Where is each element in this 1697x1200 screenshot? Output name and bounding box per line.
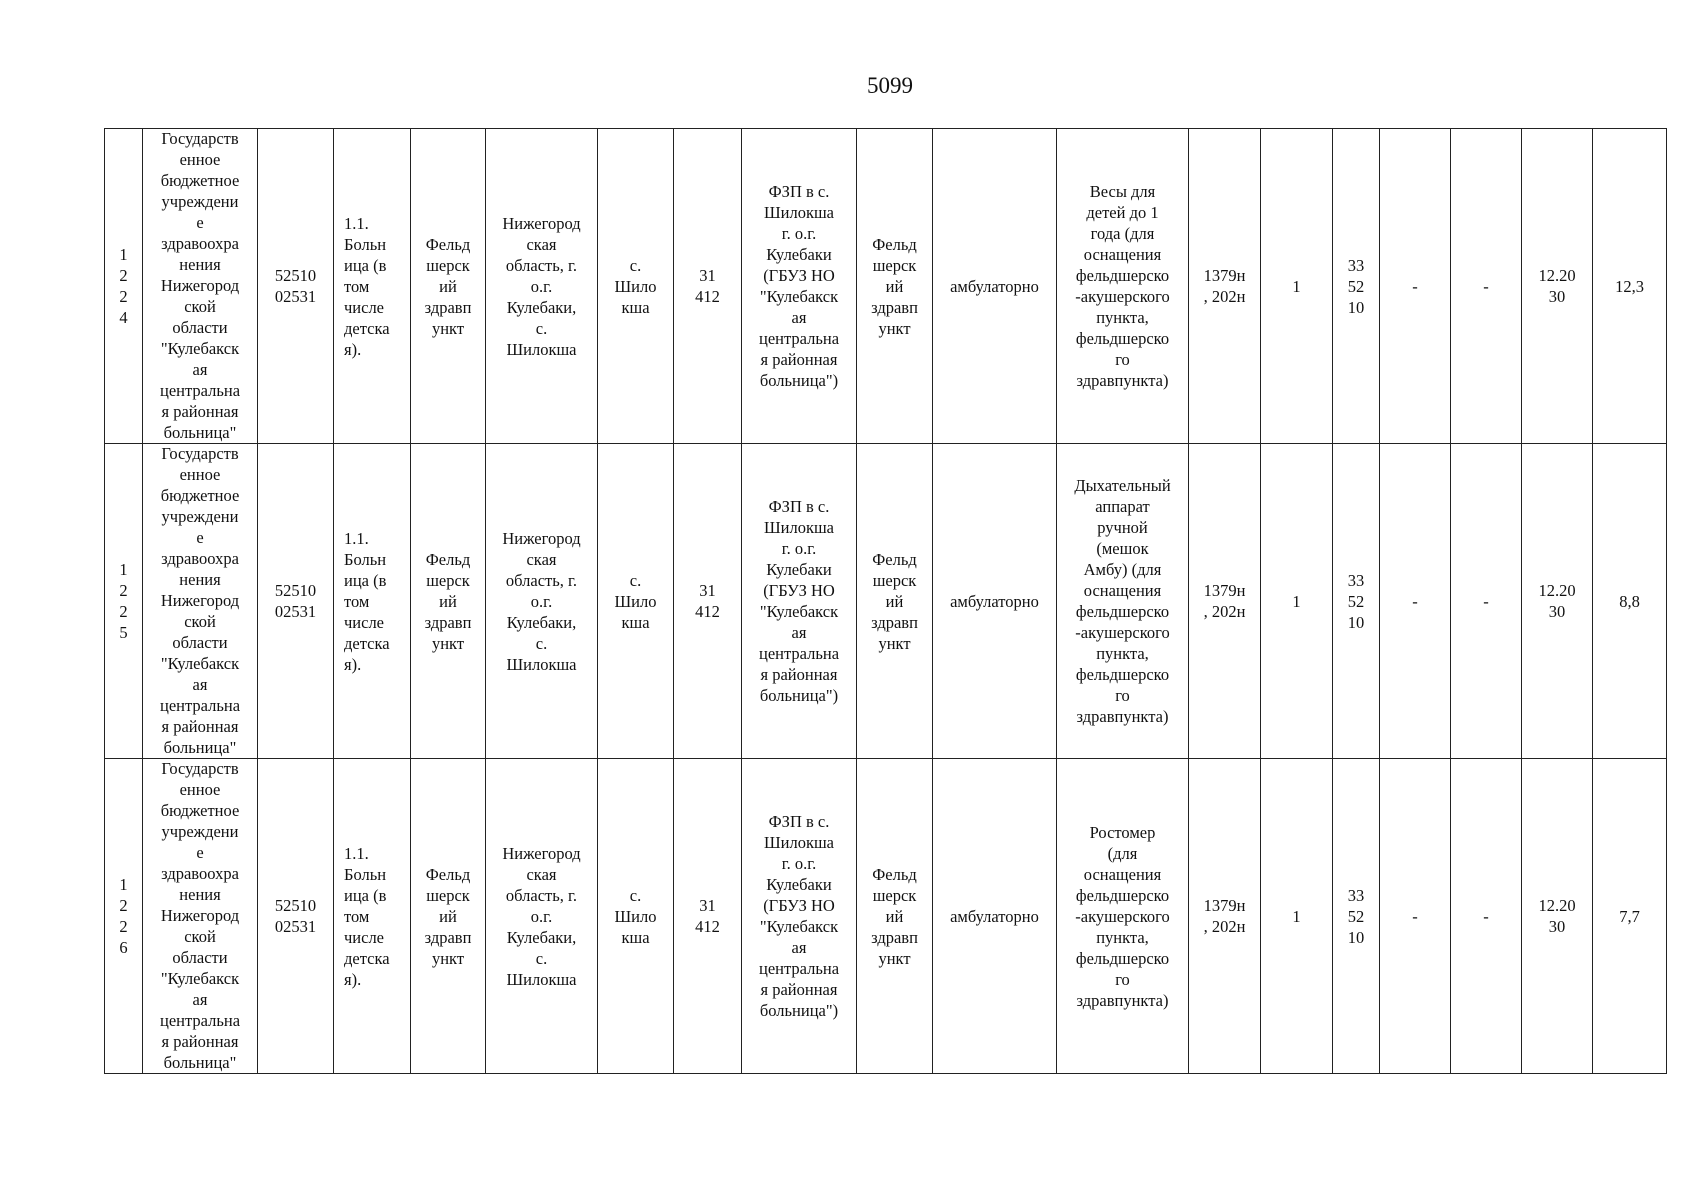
address-cell: Нижегород ская область, г. о.г. Кулебаки, с. Шилокша [486, 444, 598, 759]
unit-type-cell: Фельд шерск ий здравп ункт [411, 759, 486, 1074]
value-cell: 7,7 [1593, 759, 1667, 1074]
inn-cell: 52510 02531 [258, 129, 334, 444]
equipment-cell: Дыхательный аппарат ручной (мешок Амбу) (для оснащения фельдшерско -акушерского пункта, фельдшерско го здравпункта) [1057, 444, 1189, 759]
code-cell: 31 412 [674, 444, 742, 759]
okpd-cell: 33 52 10 [1333, 759, 1380, 1074]
okpd-cell: 33 52 10 [1333, 129, 1380, 444]
order-cell: 1379н , 202н [1189, 759, 1261, 1074]
care-form-cell: амбулаторно [933, 444, 1057, 759]
date-cell: 12.20 30 [1522, 444, 1593, 759]
dash-cell: - [1380, 129, 1451, 444]
locality-cell: с. Шило кша [598, 759, 674, 1074]
address-cell: Нижегород ская область, г. о.г. Кулебаки, с. Шилокша [486, 129, 598, 444]
page-number: 5099 [867, 73, 913, 98]
organization-text: Государств енное бюджетное учреждени е здравоохра нения Нижегород ской области "Кулебакск ая центральна я районная больница" [159, 759, 241, 1072]
row-number-cell: 1 2 2 6 [105, 759, 143, 1074]
care-form-cell: амбулаторно [933, 759, 1057, 1074]
table-row [105, 444, 1667, 759]
facility-cell: ФЗП в с. Шилокша г. о.г. Кулебаки (ГБУЗ НО "Кулебакск ая центральна я районная больница") [742, 759, 857, 1074]
okpd-cell: 33 52 10 [1333, 444, 1380, 759]
quantity-cell: 1 [1261, 759, 1333, 1074]
code-cell: 31 412 [674, 759, 742, 1074]
dash-cell: - [1380, 444, 1451, 759]
organization-cell [143, 129, 258, 444]
locality-cell: с. Шило кша [598, 444, 674, 759]
date-cell: 12.20 30 [1522, 759, 1593, 1074]
date-cell: 12.20 30 [1522, 129, 1593, 444]
category-cell: 1.1. Больн ица (в том числе детска я). [334, 129, 411, 444]
order-cell: 1379н , 202н [1189, 444, 1261, 759]
facility-type-cell: Фельд шерск ий здравп ункт [857, 759, 933, 1074]
organization-text: Государств енное бюджетное учреждени е здравоохра нения Нижегород ской области "Кулебакск ая центральна я районная больница" [159, 129, 241, 442]
organization-cell [143, 759, 258, 1074]
organization-text: Государств енное бюджетное учреждени е здравоохра нения Нижегород ской области "Кулебакск ая центральна я районная больница" [159, 444, 241, 757]
organization-cell [143, 444, 258, 759]
facility-cell: ФЗП в с. Шилокша г. о.г. Кулебаки (ГБУЗ НО "Кулебакск ая центральна я районная больница") [742, 129, 857, 444]
facility-cell: ФЗП в с. Шилокша г. о.г. Кулебаки (ГБУЗ НО "Кулебакск ая центральна я районная больница") [742, 444, 857, 759]
quantity-cell: 1 [1261, 444, 1333, 759]
order-cell: 1379н , 202н [1189, 129, 1261, 444]
unit-type-cell: Фельд шерск ий здравп ункт [411, 444, 486, 759]
category-cell: 1.1. Больн ица (в том числе детска я). [334, 759, 411, 1074]
care-form-cell: амбулаторно [933, 129, 1057, 444]
equipment-cell: Весы для детей до 1 года (для оснащения фельдшерско -акушерского пункта, фельдшерско го здравпункта) [1057, 129, 1189, 444]
inn-cell: 52510 02531 [258, 444, 334, 759]
dash-cell: - [1451, 129, 1522, 444]
dash-cell: - [1451, 759, 1522, 1074]
category-cell: 1.1. Больн ица (в том числе детска я). [334, 444, 411, 759]
facility-type-cell: Фельд шерск ий здравп ункт [857, 129, 933, 444]
equipment-table [104, 128, 1667, 1074]
value-cell: 12,3 [1593, 129, 1667, 444]
table-row [105, 759, 1667, 1074]
inn-cell: 52510 02531 [258, 759, 334, 1074]
row-number-cell: 1 2 2 4 [105, 129, 143, 444]
dash-cell: - [1380, 759, 1451, 1074]
value-cell: 8,8 [1593, 444, 1667, 759]
quantity-cell: 1 [1261, 129, 1333, 444]
code-cell: 31 412 [674, 129, 742, 444]
unit-type-cell: Фельд шерск ий здравп ункт [411, 129, 486, 444]
table-row [105, 129, 1667, 444]
locality-cell: с. Шило кша [598, 129, 674, 444]
facility-type-cell: Фельд шерск ий здравп ункт [857, 444, 933, 759]
address-cell: Нижегород ская область, г. о.г. Кулебаки, с. Шилокша [486, 759, 598, 1074]
dash-cell: - [1451, 444, 1522, 759]
row-number-cell: 1 2 2 5 [105, 444, 143, 759]
equipment-cell: Ростомер (для оснащения фельдшерско -акушерского пункта, фельдшерско го здравпункта) [1057, 759, 1189, 1074]
